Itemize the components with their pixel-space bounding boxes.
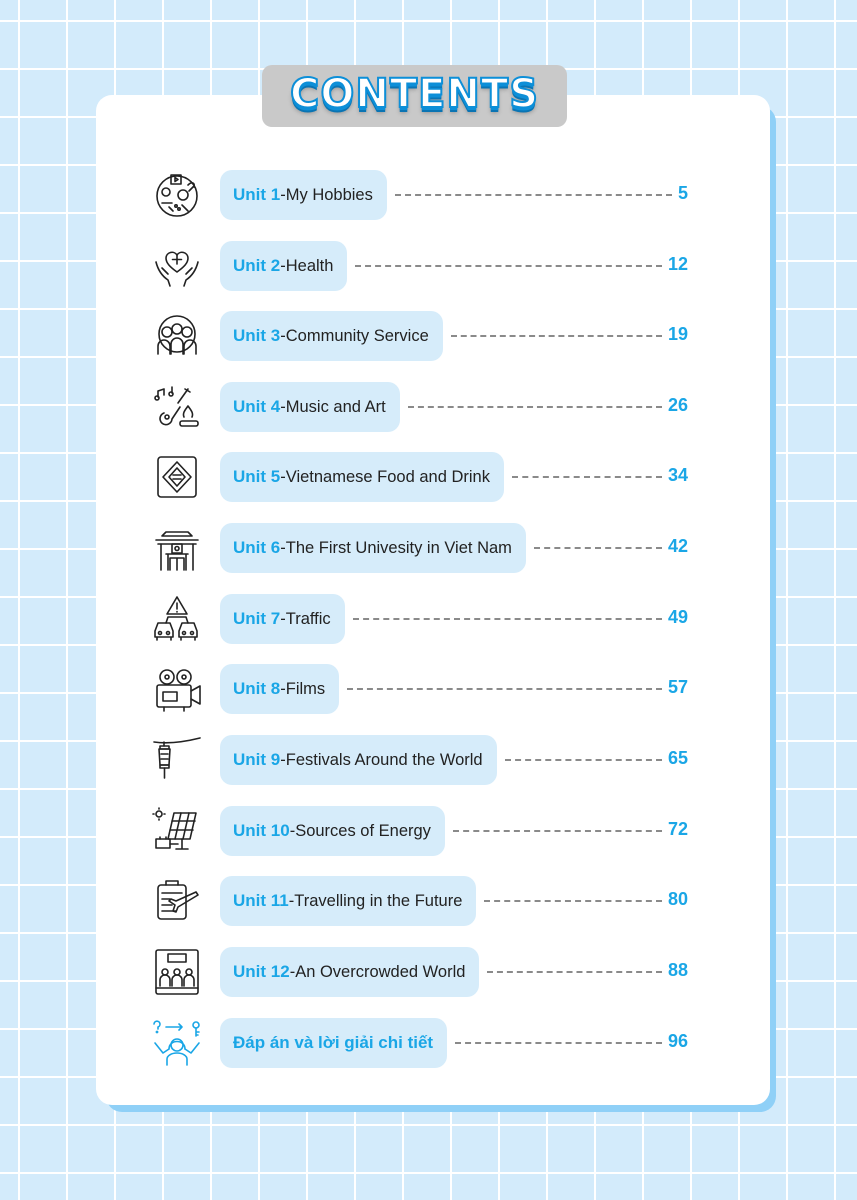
food-icon [152,453,202,501]
toc-label: Unit 11 - Travelling in the Future [220,876,476,926]
toc-label: Unit 3 - Community Service [220,311,443,361]
page-number: 80 [667,889,688,909]
community-icon [152,312,202,360]
page-number: 42 [667,536,688,556]
page-number: 26 [667,395,688,415]
toc-entry-unit-6[interactable] [0,523,857,573]
page-number: 72 [667,819,688,839]
leader-dots [512,476,662,478]
toc-label: Unit 5 - Vietnamese Food and Drink [220,452,504,502]
page-number: 12 [667,254,688,274]
toc-label: Unit 12 - An Overcrowded World [220,947,479,997]
page-number: 34 [667,465,688,485]
leader-dots [484,900,662,902]
page-number: 19 [667,324,688,344]
toc-entry-unit-3[interactable] [0,311,857,361]
toc-label: Unit 7 - Traffic [220,594,345,644]
page-title: CONTENTS [289,71,539,117]
toc-label: Unit 2 - Health [220,241,347,291]
health-icon [152,242,202,290]
temple-gate-icon [152,524,202,572]
toc-label: Unit 10 - Sources of Energy [220,806,445,856]
leader-dots [451,335,662,337]
toc-entry-unit-4[interactable] [0,382,857,432]
toc-entry-answers[interactable] [0,1018,857,1068]
title-tab [262,65,567,127]
film-camera-icon [152,665,202,713]
toc-entry-unit-12[interactable] [0,947,857,997]
toc-entry-unit-7[interactable] [0,594,857,644]
leader-dots [505,759,662,761]
toc-label: Unit 6 - The First Univesity in Viet Nam [220,523,526,573]
page-number: 65 [667,748,688,768]
lantern-icon [152,736,202,784]
toc-entry-unit-9[interactable] [0,735,857,785]
leader-dots [453,830,662,832]
page-number: 57 [667,677,688,697]
hobbies-icon [152,171,202,219]
toc-entry-unit-5[interactable] [0,452,857,502]
answers-icon [152,1019,202,1067]
crowd-icon [152,948,202,996]
toc-label: Đáp án và lời giải chi tiết [220,1018,447,1068]
leader-dots [395,194,672,196]
toc-label: Unit 4 - Music and Art [220,382,400,432]
page-number: 49 [667,607,688,627]
toc-entry-unit-1[interactable] [0,170,857,220]
solar-panel-icon [152,807,202,855]
leader-dots [534,547,662,549]
toc-entry-unit-11[interactable] [0,876,857,926]
leader-dots [487,971,662,973]
page-number: 88 [667,960,688,980]
toc-entry-unit-10[interactable] [0,806,857,856]
traffic-icon [152,595,202,643]
leader-dots [355,265,662,267]
leader-dots [455,1042,662,1044]
toc-label: Unit 8 - Films [220,664,339,714]
leader-dots [408,406,662,408]
travel-icon [152,877,202,925]
leader-dots [353,618,662,620]
page-number: 5 [677,183,688,203]
leader-dots [347,688,662,690]
page-number: 96 [667,1031,688,1051]
toc-label: Unit 1 - My Hobbies [220,170,387,220]
music-art-icon [152,383,202,431]
toc-entry-unit-2[interactable] [0,241,857,291]
toc-entry-unit-8[interactable] [0,664,857,714]
toc-label: Unit 9 - Festivals Around the World [220,735,497,785]
